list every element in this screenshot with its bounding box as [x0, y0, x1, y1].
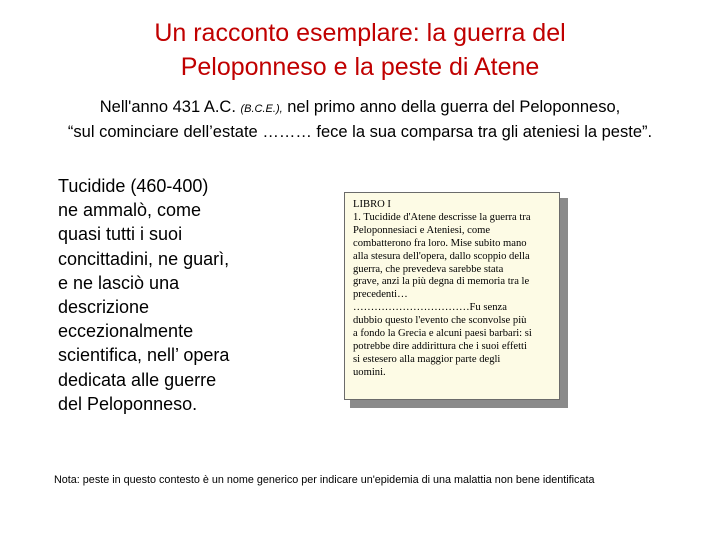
left-text-line: dedicata alle guerre	[58, 369, 217, 390]
title-line-2: Peloponneso e la peste di Atene	[180, 53, 540, 81]
quote-line: a fondo la Grecia e alcuni paesi barbari: si	[353, 328, 532, 340]
intro-line-1-post: nel primo anno della guerra del Peloponneso,	[282, 98, 621, 116]
thucydides-description	[58, 174, 258, 416]
intro-paragraph	[10, 96, 710, 144]
intro-line-2: “sul cominciare dell’estate ……… fece la sua comparsa tra gli ateniesi la peste”.	[67, 123, 653, 141]
quote-line: precedenti…	[353, 289, 408, 301]
quote-line: ……………………………Fu senza	[353, 302, 507, 314]
intro-line-1-pre: Nell'anno 431 A.C.	[99, 98, 241, 116]
intro-line-1	[10, 96, 710, 121]
quote-line: guerra, che prevedeva sarebbe stata	[353, 263, 504, 275]
left-text-line: Tucidide (460-400)	[58, 176, 209, 196]
left-text-line: quasi tutti i suoi	[58, 224, 183, 245]
title-line-1: Un racconto esemplare: la guerra del	[154, 19, 566, 47]
quote-line: LIBRO I	[353, 199, 391, 210]
quote-line: uomini.	[353, 366, 386, 378]
quote-line: Peloponnesiaci e Ateniesi, come	[353, 224, 491, 236]
left-text-line: ne ammalò, come	[58, 200, 202, 221]
left-text-line: scientifica, nell’ opera	[58, 345, 230, 366]
page-title	[60, 16, 660, 84]
left-text-line: del Peloponneso.	[58, 393, 198, 414]
quote-line: grave, anzi la più degna di memoria tra le	[353, 276, 530, 288]
left-text-line: e ne lasciò una	[58, 272, 180, 293]
quote-line: si estesero alla maggior parte degli	[353, 353, 501, 365]
intro-era-note: (B.C.E.),	[240, 103, 283, 115]
quote-line: dubbio questo l'evento che sconvolse più	[353, 315, 527, 327]
quote-line: combatterono fra loro. Mise subito mano	[353, 237, 527, 249]
left-text-line: descrizione	[58, 297, 150, 318]
thucydides-quote-box	[344, 192, 560, 400]
footnote: Nota: peste in questo contesto è un nome generico per indicare un'epidemia di una malattia non bene identificata	[54, 474, 595, 486]
quote-line: 1. Tucidide d'Atene descrisse la guerra tra	[353, 211, 531, 223]
quote-line: potrebbe dire addirittura che i suoi effetti	[353, 340, 527, 352]
left-text-line: eccezionalmente	[58, 321, 194, 342]
left-text-line: concittadini, ne guarì,	[58, 248, 230, 269]
quote-line: alla stesura dell'opera, dallo scoppio della	[353, 250, 530, 262]
